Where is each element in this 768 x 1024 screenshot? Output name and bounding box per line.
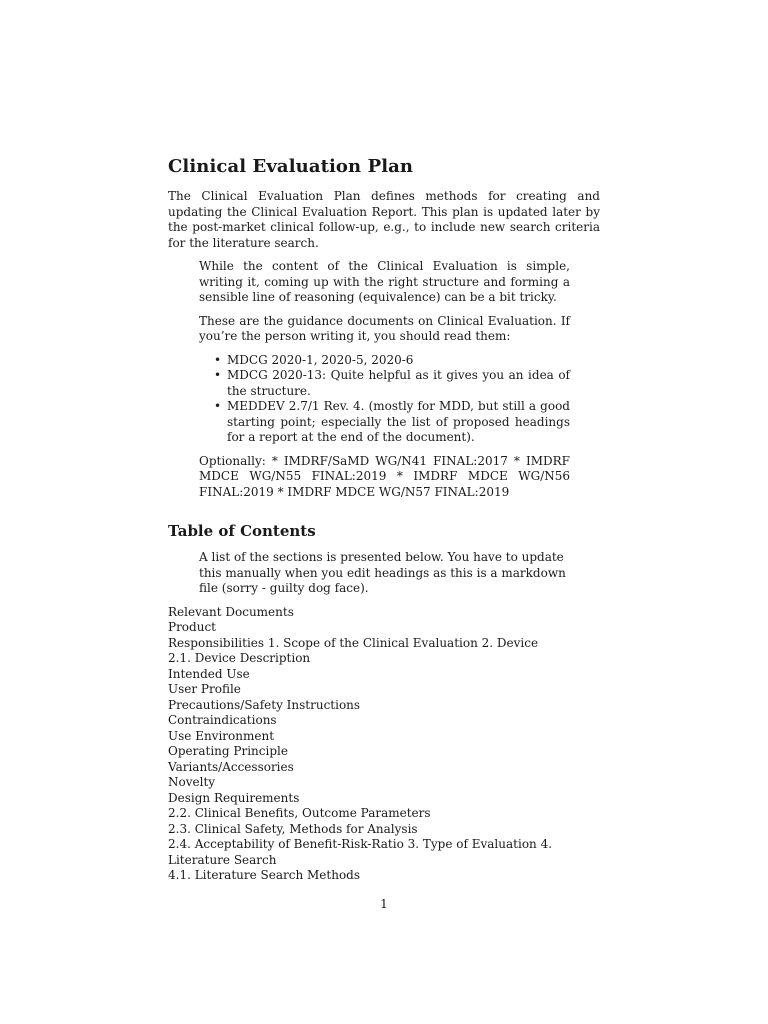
list-item: • MDCG 2020-1, 2020-5, 2020-6 bbox=[227, 353, 570, 369]
quote-paragraph-2: These are the guidance documents on Clinical Evaluation. If you’re the person writing it, you should read them: bbox=[199, 313, 570, 343]
toc-line: 4.1. Literature Search Methods bbox=[168, 868, 361, 882]
toc-line: 2.1. Device Description bbox=[168, 651, 311, 665]
toc-line: Variants/Accessories bbox=[168, 759, 294, 774]
toc-note-block bbox=[199, 550, 570, 597]
toc-line: Novelty bbox=[168, 775, 216, 789]
toc-line: Operating Principle bbox=[168, 744, 288, 758]
document-page bbox=[168, 156, 600, 884]
toc-line: User Profile bbox=[168, 682, 241, 696]
toc-line: Responsibilities 1. Scope of the Clinical Evaluation 2. Device bbox=[168, 635, 539, 650]
toc-list bbox=[168, 605, 600, 884]
toc-line: Intended Use bbox=[168, 666, 250, 681]
guidance-list bbox=[199, 353, 570, 446]
page-number: 1 bbox=[380, 897, 388, 911]
toc-line: 2.2. Clinical Benefits, Outcome Parameters bbox=[168, 806, 431, 820]
toc-line: Product bbox=[168, 620, 216, 634]
toc-line: 2.4. Acceptability of Benefit-Risk-Ratio 3. Type of Evaluation 4. Literature Search bbox=[168, 837, 553, 867]
quote-paragraph-3: Optionally: * IMDRF/SaMD WG/N41 FINAL:2017 * IMDRF MDCE WG/N55 FINAL:2019 * IMDRF MDCE WG/N56 FINAL:2019 * IMDRF MDCE WG/N57 FINAL:2019 bbox=[199, 453, 570, 499]
toc-line: 2.3. Clinical Safety, Methods for Analysis bbox=[168, 821, 418, 836]
toc-line: Contraindications bbox=[168, 713, 277, 727]
list-item: • MEDDEV 2.7/1 Rev. 4. (mostly for MDD, but still a good starting point; especially the list of proposed headings for a report at the end of the document). bbox=[227, 399, 570, 446]
toc-line: Design Requirements bbox=[168, 790, 300, 805]
intro-paragraph: The Clinical Evaluation Plan defines methods for creating and updating the Clinical Evaluation Report. This plan is updated later by the post-market clinical follow-up, e.g., to include new search criteria for the literature search. bbox=[168, 189, 600, 250]
toc-note: A list of the sections is presented below. You have to update this manually when you edit headings as this is a markdown file (sorry - guilty dog face). bbox=[199, 550, 566, 595]
toc-line: Use Environment bbox=[168, 728, 275, 743]
toc-line: Relevant Documents bbox=[168, 604, 294, 619]
blockquote bbox=[199, 259, 570, 500]
quote-paragraph-1: While the content of the Clinical Evaluation is simple, writing it, coming up with the right structure and forming a sensible line of reasoning (equivalence) can be a bit tricky. bbox=[199, 259, 570, 304]
toc-heading: Table of Contents bbox=[168, 522, 316, 540]
list-item: • MDCG 2020-13: Quite helpful as it gives you an idea of the structure. bbox=[227, 368, 570, 399]
page-title: Clinical Evaluation Plan bbox=[168, 156, 414, 177]
toc-line: Precautions/Safety Instructions bbox=[168, 697, 361, 712]
